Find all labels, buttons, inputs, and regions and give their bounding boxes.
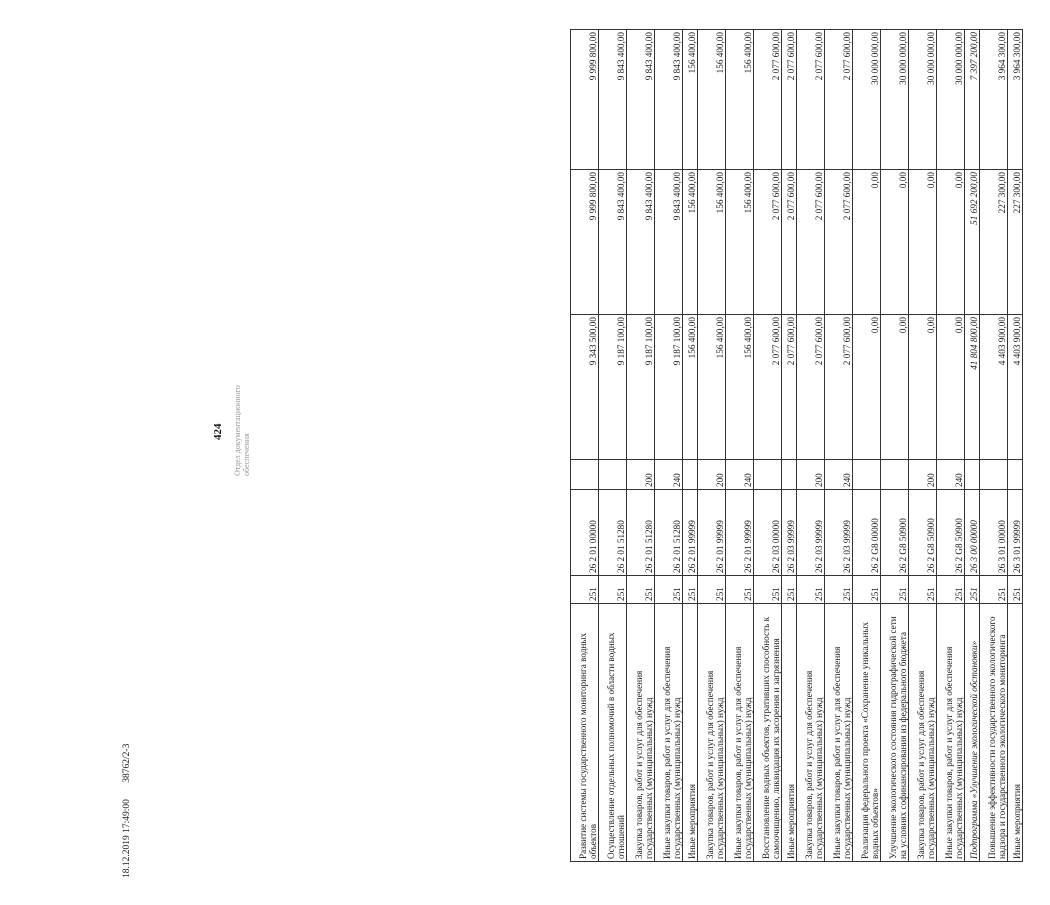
row-expense-type <box>1008 460 1023 490</box>
row-target-article: 26 3 00 00000 <box>965 490 980 576</box>
row-sum-3: 2 077 600,00 <box>797 30 825 170</box>
row-target-article: 26 2 01 99999 <box>698 490 726 576</box>
row-expense-type <box>881 460 909 490</box>
table-row <box>1008 30 1023 862</box>
row-sum-3: 30 000 000,00 <box>881 30 909 170</box>
table-row <box>881 30 909 862</box>
table-row <box>797 30 825 862</box>
row-grbs-code: 251 <box>909 576 937 604</box>
row-sum-3: 30 000 000,00 <box>909 30 937 170</box>
row-expense-type: 240 <box>937 460 965 490</box>
table-row <box>937 30 965 862</box>
row-expense-type: 240 <box>655 460 683 490</box>
table-row <box>726 30 754 862</box>
row-sum-1: 2 077 600,00 <box>782 315 797 460</box>
row-sum-2: 156 400,00 <box>698 170 726 315</box>
budget-table <box>570 29 1023 862</box>
row-target-article: 26 3 01 00000 <box>980 490 1008 576</box>
row-sum-1: 2 077 600,00 <box>754 315 782 460</box>
row-name: Восстановление водных объектов, утративших способность к самоочищению, ликвидация их засорения и загрязнения <box>754 604 782 862</box>
row-sum-2: 2 077 600,00 <box>782 170 797 315</box>
row-expense-type: 200 <box>627 460 655 490</box>
row-expense-type: 240 <box>726 460 754 490</box>
row-grbs-code: 251 <box>1008 576 1023 604</box>
row-grbs-code: 251 <box>698 576 726 604</box>
row-name: Подпрограмма «Улучшение экологической обстановки» <box>965 604 980 862</box>
table-row <box>754 30 782 862</box>
row-expense-type <box>965 460 980 490</box>
footer-doc-code: 38762/2-3 <box>122 743 132 783</box>
row-sum-3: 9 843 400,00 <box>627 30 655 170</box>
row-sum-1: 0,00 <box>881 315 909 460</box>
row-sum-2: 9 843 400,00 <box>627 170 655 315</box>
row-sum-3: 7 397 200,00 <box>965 30 980 170</box>
row-sum-3: 3 964 300,00 <box>1008 30 1023 170</box>
row-sum-2: 227 300,00 <box>1008 170 1023 315</box>
table-row <box>599 30 627 862</box>
row-sum-1: 9 343 500,00 <box>571 315 599 460</box>
row-sum-3: 9 999 800,00 <box>571 30 599 170</box>
row-sum-1: 0,00 <box>937 315 965 460</box>
row-sum-2: 9 843 400,00 <box>599 170 627 315</box>
row-target-article: 26 2 G8 00000 <box>853 490 881 576</box>
row-expense-type: 200 <box>909 460 937 490</box>
row-target-article: 26 2 03 99999 <box>825 490 853 576</box>
table-row <box>698 30 726 862</box>
row-sum-3: 3 964 300,00 <box>980 30 1008 170</box>
row-target-article: 26 2 G8 50900 <box>881 490 909 576</box>
row-sum-3: 9 843 400,00 <box>655 30 683 170</box>
row-sum-2: 9 843 400,00 <box>655 170 683 315</box>
row-name: Иные мероприятия <box>683 604 698 862</box>
table-row <box>909 30 937 862</box>
row-name: Иные закупки товаров, работ и услуг для обеспечения государственных (муниципальных) нужд <box>937 604 965 862</box>
row-expense-type <box>599 460 627 490</box>
footer-datetime: 18.12.2019 17:49:00 <box>122 799 132 878</box>
budget-table-container <box>570 30 1050 862</box>
row-sum-1: 0,00 <box>909 315 937 460</box>
row-expense-type <box>571 460 599 490</box>
row-expense-type <box>782 460 797 490</box>
table-row <box>782 30 797 862</box>
row-sum-3: 156 400,00 <box>683 30 698 170</box>
row-sum-2: 0,00 <box>909 170 937 315</box>
row-sum-2: 156 400,00 <box>683 170 698 315</box>
row-sum-3: 9 843 400,00 <box>599 30 627 170</box>
table-row <box>655 30 683 862</box>
row-sum-2: 2 077 600,00 <box>797 170 825 315</box>
row-name: Улучшение экологического состояния гидрографической сети на условиях софинансирования из федерального бюджета <box>881 604 909 862</box>
row-expense-type <box>754 460 782 490</box>
row-target-article: 26 2 03 00000 <box>754 490 782 576</box>
row-sum-1: 41 804 800,00 <box>965 315 980 460</box>
stamp-text: Отдел документационного обеспечения <box>233 385 251 476</box>
row-name: Иные мероприятия <box>1008 604 1023 862</box>
row-name: Иные закупки товаров, работ и услуг для обеспечения государственных (муниципальных) нужд <box>655 604 683 862</box>
row-target-article: 26 2 01 00000 <box>571 490 599 576</box>
row-expense-type <box>683 460 698 490</box>
row-target-article: 26 2 01 51280 <box>599 490 627 576</box>
row-sum-3: 156 400,00 <box>726 30 754 170</box>
row-name: Повышение эффективности государственного экологического надзора и государственного экологического мониторинга <box>980 604 1008 862</box>
row-name: Развитие системы государственного мониторинга водных объектов <box>571 604 599 862</box>
row-grbs-code: 251 <box>937 576 965 604</box>
row-grbs-code: 251 <box>825 576 853 604</box>
row-expense-type <box>853 460 881 490</box>
row-sum-1: 2 077 600,00 <box>825 315 853 460</box>
row-grbs-code: 251 <box>965 576 980 604</box>
row-name: Закупка товаров, работ и услуг для обеспечения государственных (муниципальных) нужд <box>698 604 726 862</box>
row-sum-2: 2 077 600,00 <box>754 170 782 315</box>
table-row <box>571 30 599 862</box>
row-sum-3: 156 400,00 <box>698 30 726 170</box>
row-sum-2: 156 400,00 <box>726 170 754 315</box>
row-target-article: 26 2 03 99999 <box>797 490 825 576</box>
row-sum-1: 4 403 900,00 <box>980 315 1008 460</box>
row-sum-2: 227 300,00 <box>980 170 1008 315</box>
row-target-article: 26 2 G8 50900 <box>937 490 965 576</box>
row-sum-1: 0,00 <box>853 315 881 460</box>
row-grbs-code: 251 <box>627 576 655 604</box>
row-grbs-code: 251 <box>797 576 825 604</box>
page-number: 424 <box>212 423 224 440</box>
row-expense-type: 200 <box>797 460 825 490</box>
row-target-article: 26 2 01 99999 <box>683 490 698 576</box>
table-row <box>965 30 980 862</box>
table-row <box>627 30 655 862</box>
row-sum-1: 9 187 100,00 <box>627 315 655 460</box>
row-grbs-code: 251 <box>881 576 909 604</box>
row-name: Иные мероприятия <box>782 604 797 862</box>
row-sum-1: 156 400,00 <box>726 315 754 460</box>
row-grbs-code: 251 <box>599 576 627 604</box>
row-target-article: 26 2 01 51280 <box>627 490 655 576</box>
row-target-article: 26 3 01 99999 <box>1008 490 1023 576</box>
row-expense-type <box>980 460 1008 490</box>
row-grbs-code: 251 <box>726 576 754 604</box>
row-target-article: 26 2 01 51280 <box>655 490 683 576</box>
row-sum-3: 2 077 600,00 <box>825 30 853 170</box>
table-row <box>825 30 853 862</box>
row-sum-1: 156 400,00 <box>683 315 698 460</box>
row-target-article: 26 2 03 99999 <box>782 490 797 576</box>
row-name: Реализация федерального проекта «Сохранение уникальных водных объектов» <box>853 604 881 862</box>
table-body <box>571 30 1023 862</box>
row-sum-1: 4 403 900,00 <box>1008 315 1023 460</box>
row-name: Иные закупки товаров, работ и услуг для обеспечения государственных (муниципальных) нужд <box>726 604 754 862</box>
row-name: Закупка товаров, работ и услуг для обеспечения государственных (муниципальных) нужд <box>909 604 937 862</box>
table-row <box>853 30 881 862</box>
row-sum-3: 2 077 600,00 <box>754 30 782 170</box>
footer-info <box>122 730 132 878</box>
row-grbs-code: 251 <box>571 576 599 604</box>
row-grbs-code: 251 <box>655 576 683 604</box>
row-name: Закупка товаров, работ и услуг для обеспечения государственных (муниципальных) нужд <box>627 604 655 862</box>
row-sum-2: 51 692 200,00 <box>965 170 980 315</box>
row-sum-2: 0,00 <box>937 170 965 315</box>
row-target-article: 26 2 01 99999 <box>726 490 754 576</box>
row-sum-2: 0,00 <box>853 170 881 315</box>
row-sum-1: 156 400,00 <box>698 315 726 460</box>
row-sum-3: 30 000 000,00 <box>853 30 881 170</box>
row-grbs-code: 251 <box>754 576 782 604</box>
row-sum-2: 9 999 800,00 <box>571 170 599 315</box>
row-name: Закупка товаров, работ и услуг для обеспечения государственных (муниципальных) нужд <box>797 604 825 862</box>
row-sum-2: 2 077 600,00 <box>825 170 853 315</box>
row-sum-1: 9 187 100,00 <box>655 315 683 460</box>
row-grbs-code: 251 <box>683 576 698 604</box>
table-row <box>683 30 698 862</box>
row-sum-2: 0,00 <box>881 170 909 315</box>
row-expense-type: 240 <box>825 460 853 490</box>
row-sum-1: 2 077 600,00 <box>797 315 825 460</box>
row-name: Осуществление отдельных полномочий в области водных отношений <box>599 604 627 862</box>
row-grbs-code: 251 <box>853 576 881 604</box>
table-row <box>980 30 1008 862</box>
row-target-article: 26 2 G8 50900 <box>909 490 937 576</box>
row-grbs-code: 251 <box>782 576 797 604</box>
row-name: Иные закупки товаров, работ и услуг для обеспечения государственных (муниципальных) нужд <box>825 604 853 862</box>
row-grbs-code: 251 <box>980 576 1008 604</box>
row-sum-1: 9 187 100,00 <box>599 315 627 460</box>
row-sum-3: 30 000 000,00 <box>937 30 965 170</box>
row-sum-3: 2 077 600,00 <box>782 30 797 170</box>
row-expense-type: 200 <box>698 460 726 490</box>
